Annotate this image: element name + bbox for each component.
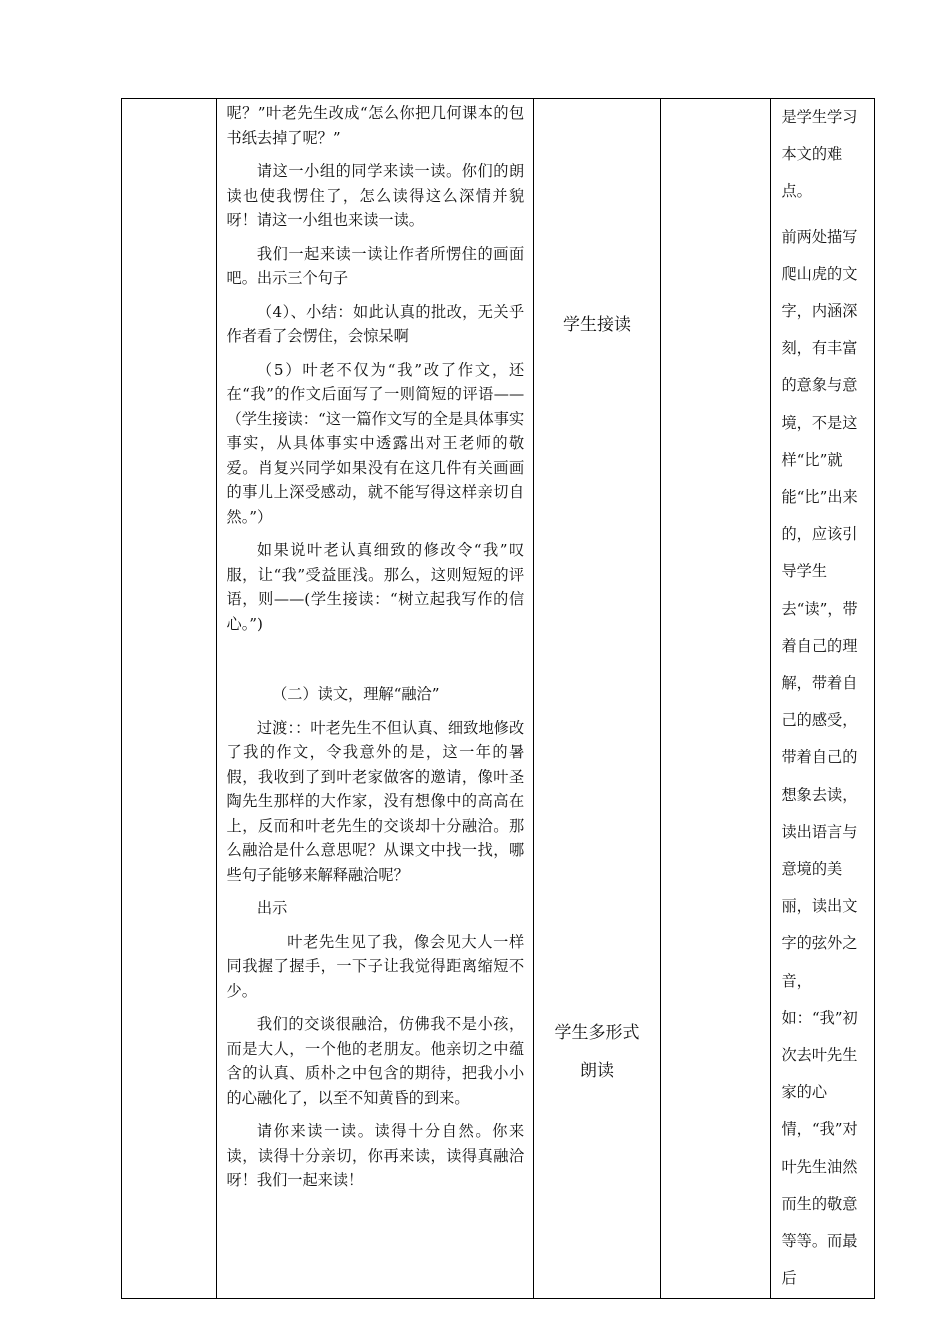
label-line: 学生多形式 (554, 1023, 640, 1043)
quote-paragraph: 我们的交谈很融洽，仿佛我不是小孩，而是大人，一个他的老朋友。他亲切之中蕴含的认真、质朴之中包含的期待，把我小小的心融化了，以至不知黄昏的到来。 (226, 1015, 525, 1107)
empty-cell (660, 99, 771, 1299)
note-paragraph: 是学生学习本文的难点。 (781, 108, 858, 201)
student-activity-label (534, 1014, 660, 1090)
paragraph: 请这一小组的同学来读一读。你们的朗读也使我愣住了，怎么读得这么深情并貌呀！请这一小组也来读一读。 (226, 162, 525, 229)
teacher-activity-cell (216, 99, 534, 1299)
note-paragraph: 前两处描写爬山虎的文字，内涵深刻，有丰富的意象与意境，不是这样“比”就能“比”出来的，应该引导学生去“读”，带着自己的理解，带着自己的感受，带着自己的想象去读，读出语言与意境的美丽，读出文字的弦外之音，如：“我”初次去叶先生家的心情，“我”对叶先生油然而生的敬意等等。而最后 (781, 227, 858, 1288)
stage-cell (122, 99, 217, 1299)
teacher-activity-text (217, 101, 534, 1193)
quote-paragraph: 叶老先生见了我，像会见大人一样同我握了握手，一下子让我觉得距离缩短不少。 (226, 932, 525, 1000)
paragraph: 请你来读一读。读得十分自然。你来读，读得十分亲切，你再来读，读得真融洽呀！我们一起来读！ (226, 1122, 525, 1189)
section-heading: （二）读文，理解“融洽” (272, 685, 440, 703)
design-note-text (771, 99, 874, 1298)
lesson-plan-table (121, 98, 875, 1299)
paragraph: 过渡：：叶老先生不但认真、细致地修改了我的作文，令我意外的是，这一年的暑假，我收到了到叶老家做客的邀请，像叶圣陶先生那样的大作家，没有想像中的高高在上，反而和叶老先生的交谈却十分融洽。那么融洽是什么意思呢？从课文中找一找，哪些句子能够来解释融洽呢？ (226, 718, 525, 884)
student-activity-label: 学生接读 (563, 315, 632, 335)
paragraph: 我们一起来读一读让作者所愣住的画面吧。出示三个句子 (226, 244, 525, 287)
label-line: 朗读 (580, 1061, 615, 1081)
student-activity-cell (534, 99, 661, 1299)
paragraph: 如果说叶老认真细致的修改令“我”叹服，让“我”受益匪浅。那么，这则短短的评语，则——(学生接读：“树立起我写作的信心。”) (226, 541, 525, 633)
paragraph: 出示 (256, 899, 288, 917)
paragraph: （4）、小结：如此认真的批改，无关乎作者看了会愣住，会惊呆啊 (226, 302, 525, 345)
paragraph: （5）叶老不仅为“我”改了作文，还在“我”的作文后面写了一则简短的评语——（学生接读：“这一篇作文写的全是具体事实事实，从具体事实中透露出对王老师的敬爱。肖复兴同学如果没有在这几件有关画画的事儿上深受感动，就不能写得这样亲切自然。”） (226, 360, 525, 526)
paragraph: 呢？”叶老先生改成“怎么你把几何课本的包书纸去掉了呢？” (226, 104, 525, 147)
table-row (122, 99, 875, 1299)
design-note-cell (771, 99, 875, 1299)
